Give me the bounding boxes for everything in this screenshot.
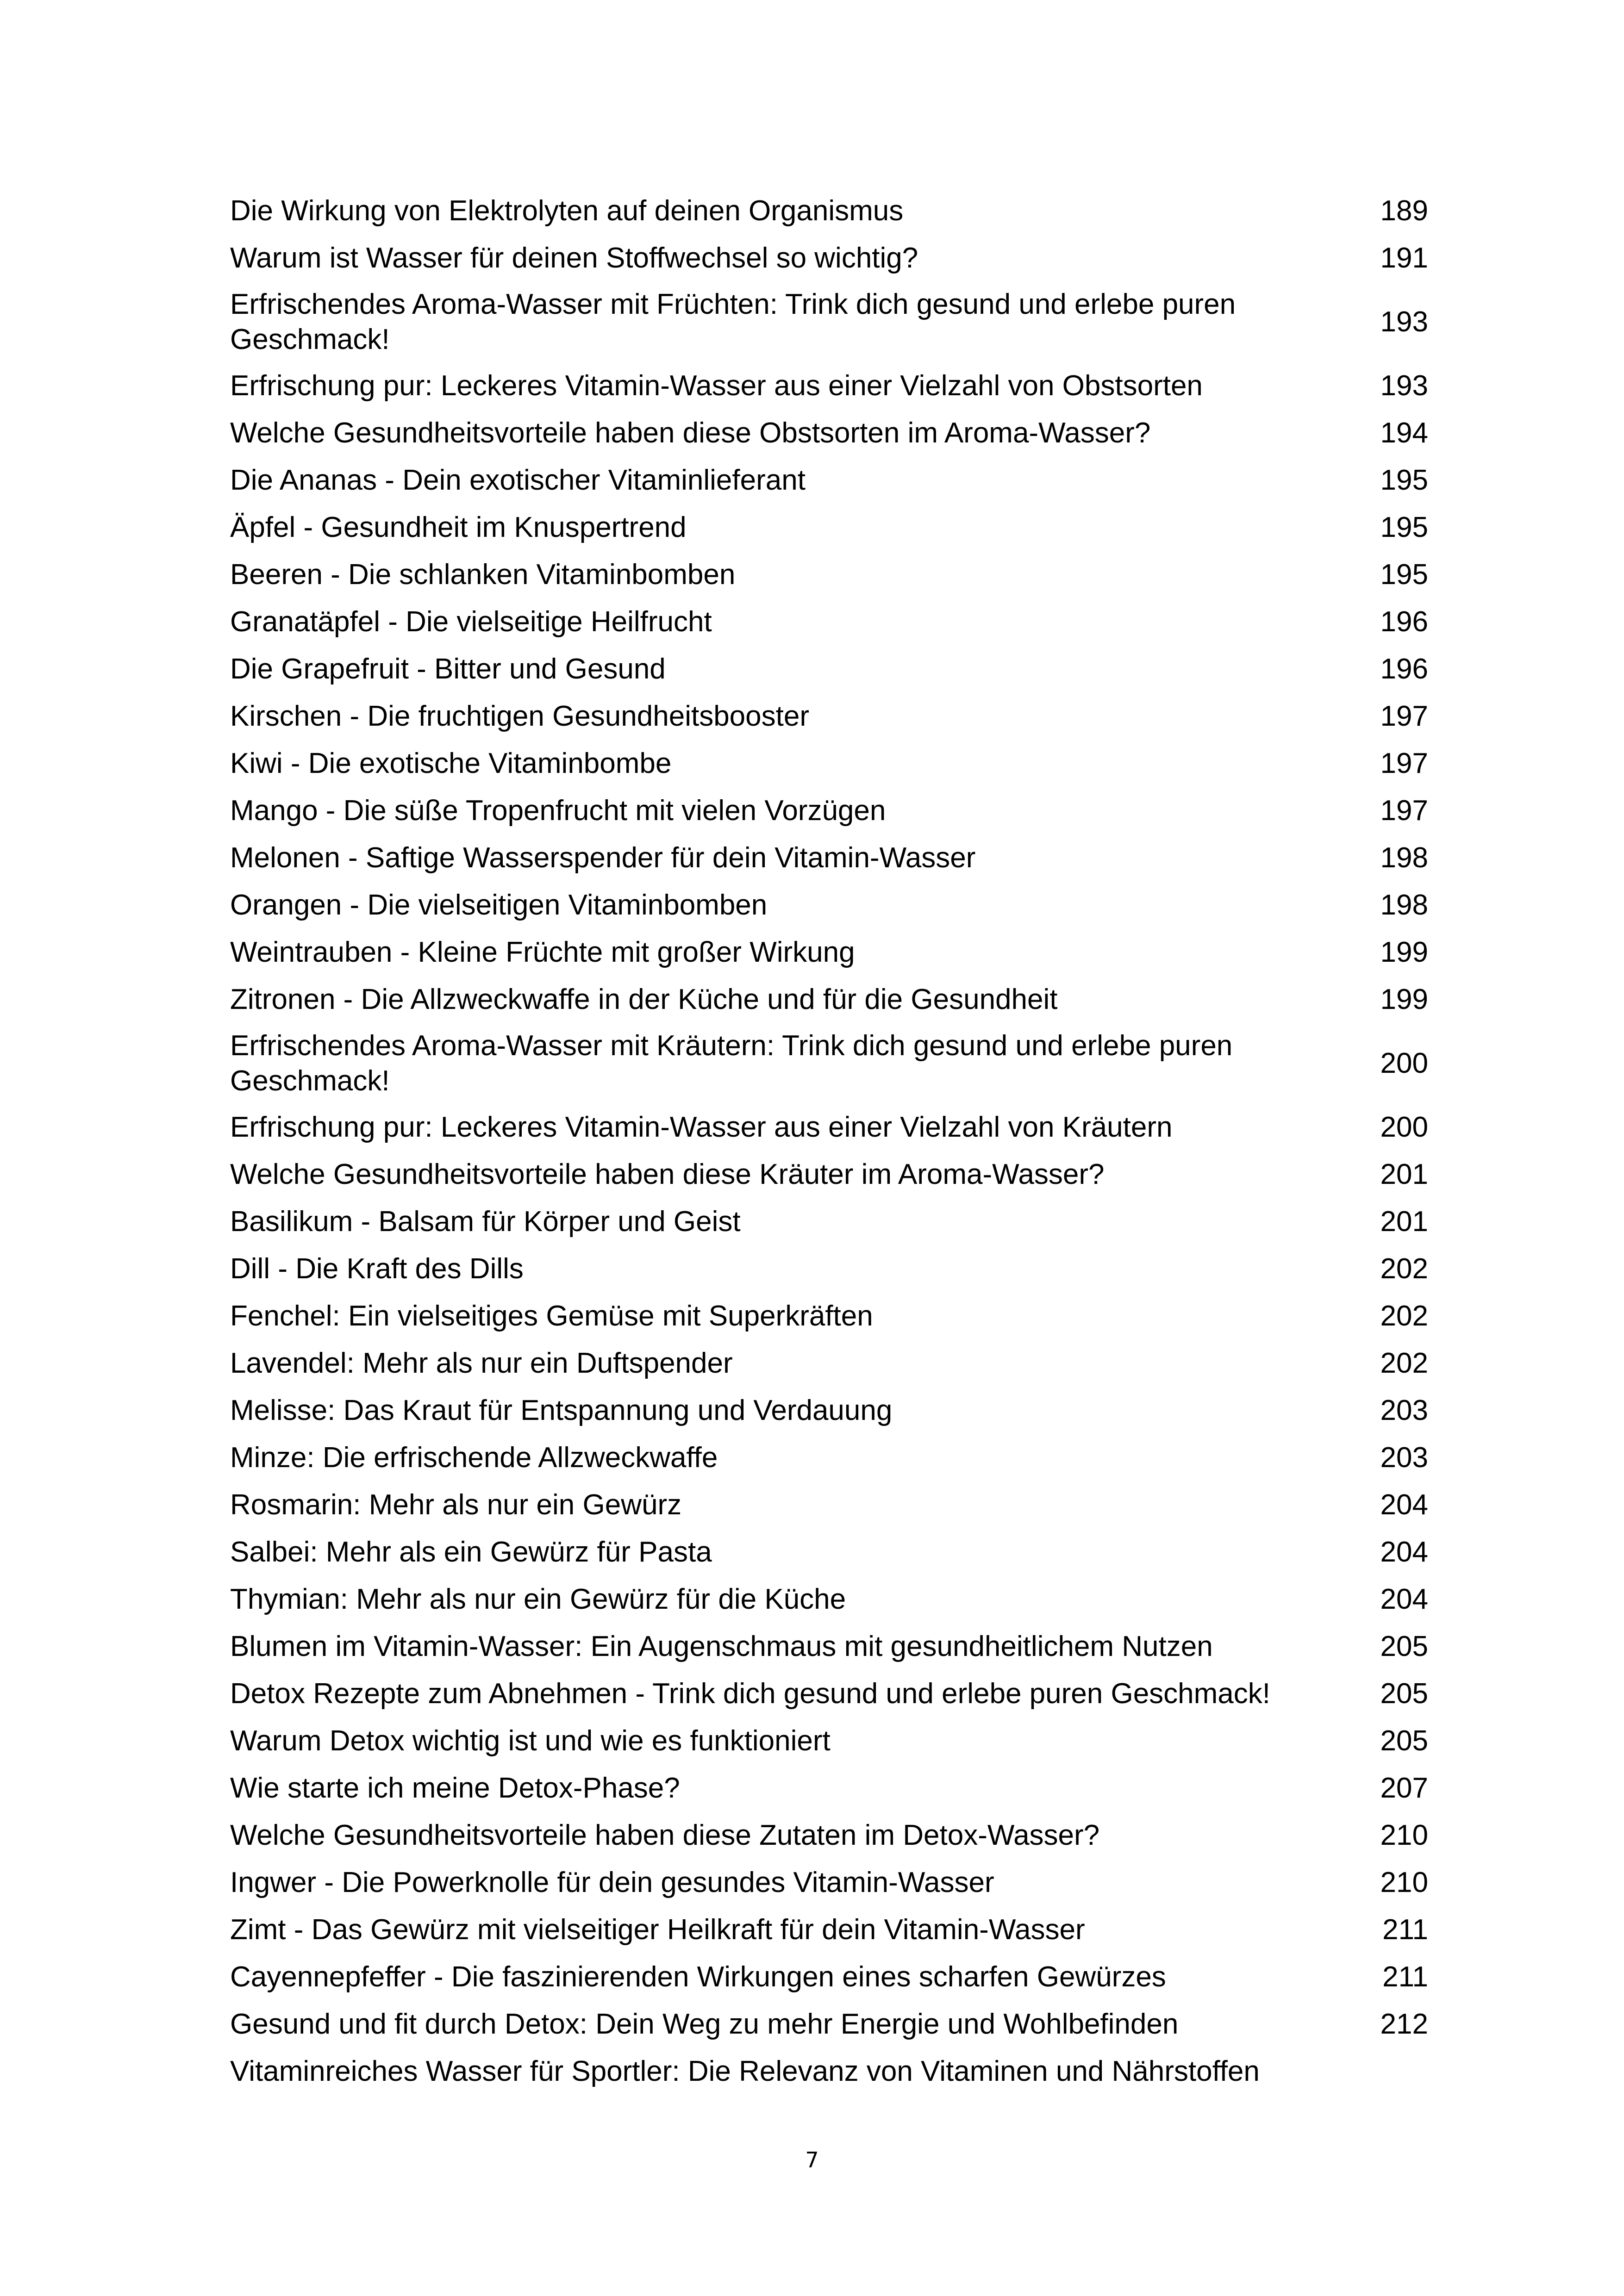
toc-entry	[230, 693, 1428, 740]
toc-entry	[230, 1576, 1428, 1623]
toc-entry-page: 191	[1380, 242, 1428, 274]
toc-entry-title: Erfrischung pur: Leckeres Vitamin-Wasser aus einer Vielzahl von Obstsorten	[230, 370, 1203, 402]
toc-entry-title: Fenchel: Ein vielseitiges Gemüse mit Superkräften	[230, 1300, 873, 1332]
toc-entry-page: 204	[1380, 1489, 1428, 1521]
toc-entry	[230, 362, 1428, 410]
toc-entry	[230, 1481, 1428, 1529]
toc-entry-page: 197	[1380, 700, 1428, 732]
toc-entry-title: Minze: Die erfrischende Allzweckwaffe	[230, 1442, 718, 1474]
toc-entry	[230, 1293, 1428, 1340]
toc-entry-page: 203	[1380, 1442, 1428, 1474]
toc-entry	[230, 598, 1428, 646]
toc-entry-title: Die Grapefruit - Bitter und Gesund	[230, 653, 666, 685]
toc-entry	[230, 834, 1428, 882]
toc-entry-title: Thymian: Mehr als nur ein Gewürz für die Küche	[230, 1583, 846, 1615]
toc-entry	[230, 1623, 1428, 1670]
toc-entry	[230, 787, 1428, 834]
toc-entry-title: Melisse: Das Kraut für Entspannung und Verdauung	[230, 1394, 893, 1426]
toc-entry	[230, 1670, 1428, 1717]
toc-entry	[230, 740, 1428, 787]
toc-entry-page: 205	[1380, 1630, 1428, 1662]
toc-entry-title: Die Wirkung von Elektrolyten auf deinen Organismus	[230, 195, 904, 227]
toc-entry-title: Lavendel: Mehr als nur ein Duftspender	[230, 1347, 733, 1379]
toc-entry-title: Orangen - Die vielseitigen Vitaminbomben	[230, 889, 768, 921]
toc-entry	[230, 1198, 1428, 1245]
toc-entry-page: 200	[1380, 1111, 1428, 1143]
toc-entry	[230, 882, 1428, 929]
toc-entry	[230, 1529, 1428, 1576]
toc-entry	[230, 1387, 1428, 1434]
toc-entry-page: 210	[1380, 1867, 1428, 1898]
toc-entry	[230, 2048, 1428, 2095]
toc-entry	[230, 235, 1428, 282]
toc-entry-title: Zimt - Das Gewürz mit vielseitiger Heilkraft für dein Vitamin-Wasser	[230, 1914, 1085, 1946]
toc-entry-page: 201	[1380, 1206, 1428, 1238]
toc-entry-title: Erfrischendes Aroma-Wasser mit Kräutern: Trink dich gesund und erlebe puren Geschmack!	[230, 1030, 1233, 1097]
toc-entry-title: Wie starte ich meine Detox-Phase?	[230, 1772, 680, 1804]
toc-entry-title: Kirschen - Die fruchtigen Gesundheitsbooster	[230, 700, 809, 732]
toc-entry	[230, 2001, 1428, 2048]
toc-entry	[230, 929, 1428, 976]
toc-entry-title: Blumen im Vitamin-Wasser: Ein Augenschmaus mit gesundheitlichem Nutzen	[230, 1630, 1213, 1662]
toc-entry-page: 197	[1380, 747, 1428, 779]
toc-entry-title: Gesund und fit durch Detox: Dein Weg zu mehr Energie und Wohlbefinden	[230, 2008, 1179, 2040]
toc-entry	[230, 504, 1428, 551]
toc-entry-title: Kiwi - Die exotische Vitaminbombe	[230, 747, 672, 779]
toc-entry-page: 193	[1380, 370, 1428, 402]
toc-entry-page: 195	[1380, 464, 1428, 496]
toc-entry	[230, 1151, 1428, 1198]
toc-entry-page: 210	[1380, 1819, 1428, 1851]
toc-entry-page: 202	[1380, 1347, 1428, 1379]
toc-entry-page: 212	[1380, 2008, 1428, 2040]
toc-entry-page: 195	[1380, 511, 1428, 543]
toc-entry	[230, 1245, 1428, 1293]
toc-entry-page: 204	[1380, 1536, 1428, 1568]
toc-entry	[230, 1717, 1428, 1765]
toc-entry-title: Die Ananas - Dein exotischer Vitaminlieferant	[230, 464, 806, 496]
toc-entry-page: 202	[1380, 1253, 1428, 1285]
toc-entry-title: Melonen - Saftige Wasserspender für dein Vitamin-Wasser	[230, 842, 976, 874]
toc-entry-page: 189	[1380, 195, 1428, 227]
toc-entry-title: Welche Gesundheitsvorteile haben diese Zutaten im Detox-Wasser?	[230, 1819, 1100, 1851]
toc-entry-page: 193	[1380, 306, 1428, 338]
toc-entry-page: 203	[1380, 1394, 1428, 1426]
toc-entry-title: Detox Rezepte zum Abnehmen - Trink dich gesund und erlebe puren Geschmack!	[230, 1678, 1271, 1710]
toc-entry-page: 201	[1380, 1158, 1428, 1190]
toc-entry-title: Äpfel - Gesundheit im Knuspertrend	[230, 511, 687, 543]
toc-entry-title: Zitronen - Die Allzweckwaffe in der Küche und für die Gesundheit	[230, 983, 1058, 1015]
toc-entry-title: Dill - Die Kraft des Dills	[230, 1253, 524, 1285]
toc-entry	[230, 1023, 1428, 1104]
toc-entry	[230, 1434, 1428, 1481]
toc-entry-title: Welche Gesundheitsvorteile haben diese Obstsorten im Aroma-Wasser?	[230, 417, 1151, 449]
toc-entry-page: 199	[1380, 983, 1428, 1015]
toc-entry	[230, 976, 1428, 1023]
toc-entry-page: 194	[1380, 417, 1428, 449]
toc-entry	[230, 646, 1428, 693]
toc-entry-title: Beeren - Die schlanken Vitaminbomben	[230, 559, 736, 591]
toc-entry	[230, 1812, 1428, 1859]
table-of-contents	[230, 187, 1428, 2095]
toc-entry-page: 211	[1382, 1914, 1428, 1946]
toc-entry	[230, 1906, 1428, 1954]
toc-entry-page: 196	[1380, 606, 1428, 638]
toc-entry	[230, 1104, 1428, 1151]
toc-entry-page: 200	[1380, 1047, 1428, 1079]
toc-entry-title: Welche Gesundheitsvorteile haben diese Kräuter im Aroma-Wasser?	[230, 1158, 1105, 1190]
toc-entry-title: Warum ist Wasser für deinen Stoffwechsel so wichtig?	[230, 242, 918, 274]
toc-entry-title: Basilikum - Balsam für Körper und Geist	[230, 1206, 741, 1238]
toc-entry	[230, 1340, 1428, 1387]
toc-entry-title: Cayennepfeffer - Die faszinierenden Wirkungen eines scharfen Gewürzes	[230, 1961, 1166, 1993]
toc-entry-page: 197	[1380, 795, 1428, 827]
toc-entry-page: 198	[1380, 842, 1428, 874]
toc-entry	[230, 1954, 1428, 2001]
toc-entry-title: Warum Detox wichtig ist und wie es funktioniert	[230, 1725, 831, 1757]
toc-entry-title: Rosmarin: Mehr als nur ein Gewürz	[230, 1489, 682, 1521]
toc-entry	[230, 551, 1428, 598]
toc-entry-title: Erfrischung pur: Leckeres Vitamin-Wasser aus einer Vielzahl von Kräutern	[230, 1111, 1173, 1143]
toc-entry-page: 195	[1380, 559, 1428, 591]
toc-entry-page: 199	[1380, 936, 1428, 968]
toc-entry-title: Mango - Die süße Tropenfrucht mit vielen Vorzügen	[230, 795, 886, 827]
toc-entry	[230, 1859, 1428, 1906]
toc-entry	[230, 1765, 1428, 1812]
toc-entry-title: Ingwer - Die Powerknolle für dein gesundes Vitamin-Wasser	[230, 1867, 994, 1898]
toc-entry-title: Vitaminreiches Wasser für Sportler: Die Relevanz von Vitaminen und Nährstoffen	[230, 2055, 1260, 2087]
toc-entry-page: 196	[1380, 653, 1428, 685]
toc-entry-page: 205	[1380, 1678, 1428, 1710]
toc-entry	[230, 457, 1428, 504]
page-number: 7	[805, 2147, 819, 2172]
toc-entry-title: Erfrischendes Aroma-Wasser mit Früchten: Trink dich gesund und erlebe puren Geschmack!	[230, 288, 1236, 355]
toc-entry-page: 198	[1380, 889, 1428, 921]
toc-entry-title: Salbei: Mehr als ein Gewürz für Pasta	[230, 1536, 712, 1568]
toc-entry-page: 205	[1380, 1725, 1428, 1757]
toc-entry-title: Granatäpfel - Die vielseitige Heilfrucht	[230, 606, 712, 638]
toc-entry-page: 207	[1380, 1772, 1428, 1804]
toc-entry	[230, 282, 1428, 362]
toc-entry-title: Weintrauben - Kleine Früchte mit großer Wirkung	[230, 936, 855, 968]
toc-entry-page: 211	[1382, 1961, 1428, 1993]
toc-entry-page: 204	[1380, 1583, 1428, 1615]
toc-entry	[230, 187, 1428, 235]
toc-entry-page: 202	[1380, 1300, 1428, 1332]
toc-entry	[230, 410, 1428, 457]
